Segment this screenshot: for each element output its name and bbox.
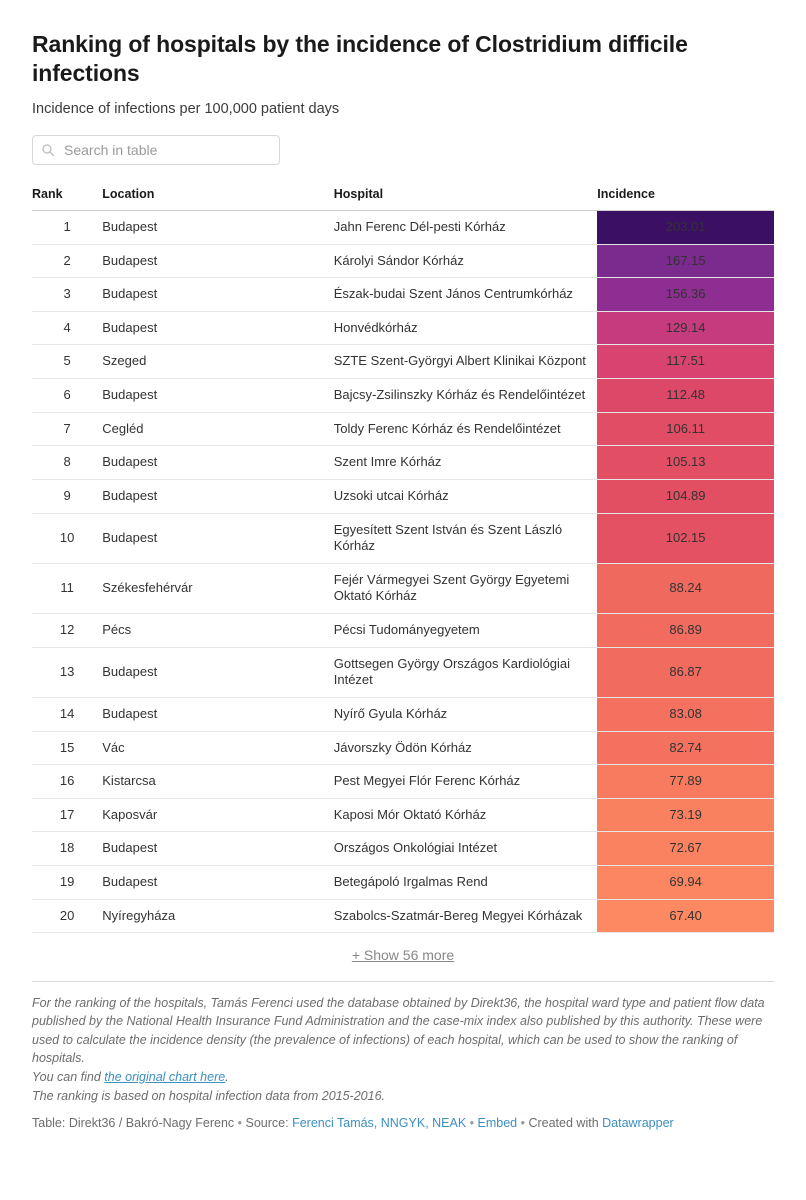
cell-rank: 18: [32, 832, 102, 866]
cell-hospital: Károlyi Sándor Kórház: [334, 244, 598, 278]
cell-rank: 19: [32, 866, 102, 900]
credits-sep-1: •: [234, 1116, 246, 1130]
cell-hospital: Kaposi Mór Oktató Kórház: [334, 798, 598, 832]
cell-incidence: 102.15: [597, 513, 774, 563]
cell-rank: 15: [32, 731, 102, 765]
cell-hospital: Betegápoló Irgalmas Rend: [334, 866, 598, 900]
cell-location: Nyíregyháza: [102, 899, 333, 933]
cell-incidence: 86.87: [597, 647, 774, 697]
cell-location: Kaposvár: [102, 798, 333, 832]
cell-rank: 6: [32, 379, 102, 413]
table-row[interactable]: [32, 647, 774, 697]
cell-hospital: Országos Onkológiai Intézet: [334, 832, 598, 866]
cell-hospital: Fejér Vármegyei Szent György Egyetemi Oktató Kórház: [334, 563, 598, 613]
table-row[interactable]: [32, 446, 774, 480]
table-row[interactable]: [32, 244, 774, 278]
cell-incidence: 67.40: [597, 899, 774, 933]
cell-location: Budapest: [102, 513, 333, 563]
cell-rank: 5: [32, 345, 102, 379]
cell-incidence: 77.89: [597, 765, 774, 799]
cell-hospital: Pécsi Tudományegyetem: [334, 614, 598, 648]
cell-rank: 16: [32, 765, 102, 799]
table-row[interactable]: [32, 899, 774, 933]
table-row[interactable]: [32, 278, 774, 312]
cell-hospital: SZTE Szent-Györgyi Albert Klinikai Központ: [334, 345, 598, 379]
datawrapper-link[interactable]: Datawrapper: [602, 1116, 674, 1130]
table-row[interactable]: [32, 412, 774, 446]
cell-location: Budapest: [102, 278, 333, 312]
cell-hospital: Jahn Ferenc Dél-pesti Kórház: [334, 210, 598, 244]
cell-rank: 8: [32, 446, 102, 480]
embed-link[interactable]: Embed: [477, 1116, 518, 1130]
cell-rank: 2: [32, 244, 102, 278]
show-more-wrap: [32, 933, 774, 975]
cell-location: Kistarcsa: [102, 765, 333, 799]
original-chart-link[interactable]: the original chart here: [104, 1069, 226, 1084]
footer-note-find: You can find: [32, 1069, 105, 1084]
cell-rank: 20: [32, 899, 102, 933]
search-box[interactable]: [32, 135, 280, 165]
cell-location: Budapest: [102, 446, 333, 480]
cell-hospital: Honvédkórház: [334, 311, 598, 345]
table-row[interactable]: [32, 479, 774, 513]
table-body: [32, 210, 774, 932]
table-row[interactable]: [32, 765, 774, 799]
cell-rank: 3: [32, 278, 102, 312]
cell-incidence: 106.11: [597, 412, 774, 446]
cell-location: Budapest: [102, 379, 333, 413]
column-header-hospital[interactable]: Hospital: [334, 187, 598, 211]
cell-location: Budapest: [102, 311, 333, 345]
cell-hospital: Nyírő Gyula Kórház: [334, 697, 598, 731]
table-row[interactable]: [32, 731, 774, 765]
cell-rank: 11: [32, 563, 102, 613]
table-row[interactable]: [32, 379, 774, 413]
cell-incidence: 72.67: [597, 832, 774, 866]
cell-location: Budapest: [102, 697, 333, 731]
column-header-location[interactable]: Location: [102, 187, 333, 211]
cell-rank: 13: [32, 647, 102, 697]
page-title: Ranking of hospitals by the incidence of Clostridium difficile infections: [32, 31, 688, 87]
cell-hospital: Jávorszky Ödön Kórház: [334, 731, 598, 765]
cell-incidence: 104.89: [597, 479, 774, 513]
footer-note-find-end: .: [225, 1069, 229, 1084]
cell-hospital: Toldy Ferenc Kórház és Rendelőintézet: [334, 412, 598, 446]
cell-rank: 9: [32, 479, 102, 513]
table-row[interactable]: [32, 563, 774, 613]
cell-incidence: 167.15: [597, 244, 774, 278]
search-input[interactable]: [62, 141, 271, 159]
footer-note-period: The ranking is based on hospital infection data from 2015-2016.: [32, 1088, 386, 1103]
cell-incidence: 117.51: [597, 345, 774, 379]
cell-incidence: 69.94: [597, 866, 774, 900]
cell-incidence: 203.01: [597, 210, 774, 244]
cell-location: Budapest: [102, 832, 333, 866]
cell-location: Szeged: [102, 345, 333, 379]
table-row[interactable]: [32, 697, 774, 731]
credits-created-with: Created with: [528, 1116, 603, 1130]
cell-location: Cegléd: [102, 412, 333, 446]
table-header-row: [32, 187, 774, 211]
cell-hospital: Szabolcs-Szatmár-Bereg Megyei Kórházak: [334, 899, 598, 933]
cell-location: Budapest: [102, 479, 333, 513]
table-row[interactable]: [32, 832, 774, 866]
table-header: [32, 187, 774, 211]
cell-rank: 14: [32, 697, 102, 731]
column-header-rank[interactable]: Rank: [32, 187, 102, 211]
cell-location: Budapest: [102, 647, 333, 697]
cell-location: Vác: [102, 731, 333, 765]
footer: [32, 981, 774, 1130]
footer-note-link-line: [32, 1068, 774, 1086]
cell-incidence: 73.19: [597, 798, 774, 832]
cell-rank: 4: [32, 311, 102, 345]
table-row[interactable]: [32, 210, 774, 244]
cell-location: Székesfehérvár: [102, 563, 333, 613]
footer-note: For the ranking of the hospitals, Tamás Ferenci used the database obtained by Direkt36, the hospital ward type and patient flow data published by the National Health Insurance Fund Administration and the case-mix index also published by this authority. These were used to calculate the incidence density (the prevalence of infections) of each hospital, which can be used to show the ranking of hospitals.: [32, 996, 765, 1065]
credits-source-label: Source:: [245, 1116, 293, 1130]
search-icon: [41, 143, 55, 157]
cell-location: Pécs: [102, 614, 333, 648]
cell-incidence: 105.13: [597, 446, 774, 480]
cell-hospital: Egyesített Szent István és Szent László Kórház: [334, 513, 598, 563]
cell-incidence: 156.36: [597, 278, 774, 312]
cell-rank: 1: [32, 210, 102, 244]
table-row[interactable]: [32, 345, 774, 379]
cell-rank: 10: [32, 513, 102, 563]
table-row[interactable]: [32, 311, 774, 345]
cell-hospital: Pest Megyei Flór Ferenc Kórház: [334, 765, 598, 799]
credits-sep-3: •: [517, 1116, 529, 1130]
cell-rank: 12: [32, 614, 102, 648]
cell-incidence: 112.48: [597, 379, 774, 413]
cell-location: Budapest: [102, 866, 333, 900]
cell-rank: 7: [32, 412, 102, 446]
cell-hospital: Bajcsy-Zsilinszky Kórház és Rendelőintézet: [334, 379, 598, 413]
cell-hospital: Észak-budai Szent János Centrumkórház: [334, 278, 598, 312]
cell-incidence: 129.14: [597, 311, 774, 345]
credits-table-source: Table: Direkt36 / Bakró-Nagy Ferenc: [32, 1116, 235, 1130]
page-subtitle: Incidence of infections per 100,000 patient days: [32, 100, 340, 117]
cell-hospital: Gottsegen György Országos Kardiológiai Intézet: [334, 647, 598, 697]
credits: [32, 1116, 774, 1130]
cell-incidence: 88.24: [597, 563, 774, 613]
show-more-button[interactable]: + Show 56 more: [351, 947, 455, 964]
credits-source-link[interactable]: Ferenci Tamás, NNGYK, NEAK: [292, 1116, 467, 1130]
cell-location: Budapest: [102, 210, 333, 244]
cell-rank: 17: [32, 798, 102, 832]
hospital-ranking-table: [32, 187, 774, 933]
credits-sep-2: •: [466, 1116, 478, 1130]
table-row[interactable]: [32, 513, 774, 563]
cell-incidence: 82.74: [597, 731, 774, 765]
cell-location: Budapest: [102, 244, 333, 278]
table-row[interactable]: [32, 866, 774, 900]
column-header-incidence[interactable]: Incidence: [597, 187, 774, 211]
cell-hospital: Szent Imre Kórház: [334, 446, 598, 480]
cell-hospital: Uzsoki utcai Kórház: [334, 479, 598, 513]
table-row[interactable]: [32, 798, 774, 832]
cell-incidence: 86.89: [597, 614, 774, 648]
cell-incidence: 83.08: [597, 697, 774, 731]
table-row[interactable]: [32, 614, 774, 648]
